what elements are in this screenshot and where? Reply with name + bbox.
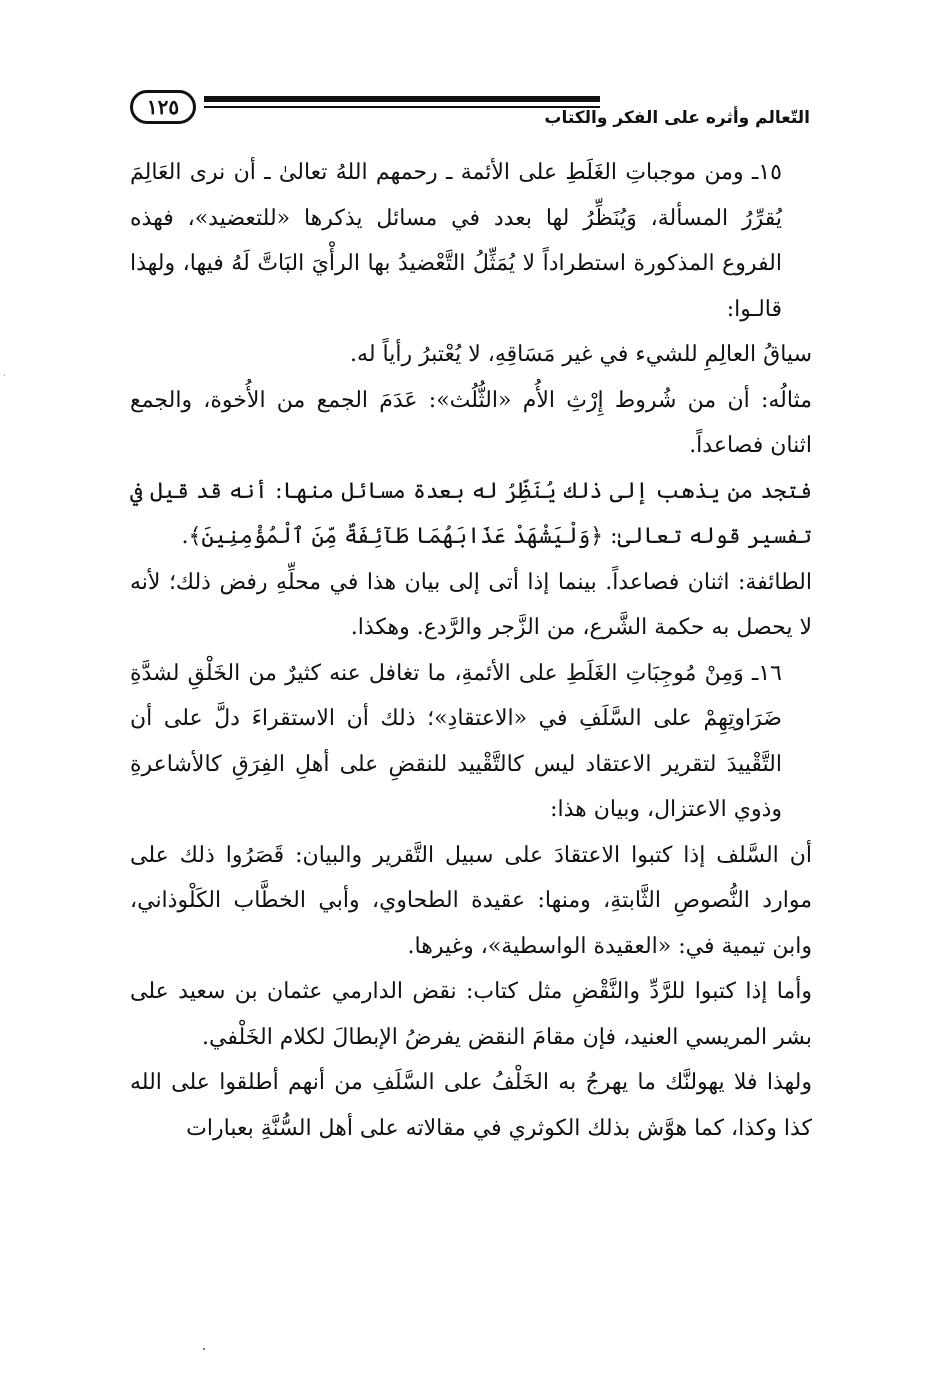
scan-speck (203, 1348, 205, 1350)
header-rule-thick (204, 96, 600, 102)
page-body (130, 150, 812, 1151)
paragraph-item-16: ١٦ـ وَمِنْ مُوجِبَاتِ الغَلَطِ على الأئمةِ، ما تغافل عنه كثيرٌ من الخَلْقِ لشدَّةِ ضَرَاوتِهِمْ على السَّلَفِ في «الاعتقادِ»؛ ذلك أن الاستقراءَ دلَّ على أن التَّقْييدَ لتقرير الاعتقاد ليس كالتَّقْييد للنقضِ على أهلِ الفِرَقِ كالأشاعرةِ وذوي الاعتزال، وبيان هذا: (130, 660, 782, 822)
running-title: التّعالم وأثره على الفكر والكتاب (544, 108, 810, 128)
paragraph-taifa: الطائفة: اثنان فصاعداً. بينما إذا أتى إلى بيان هذا في محلِّهِ رفض ذلك؛ لأنه لا يحصل به حكمة الشَّرع، من الزَّجر والرَّدع. وهكذا. (130, 569, 812, 640)
paragraph-refutation: وأما إذا كتبوا للرَّدِّ والنَّقْضِ مثل كتاب: نقض الدارمي عثمان بن سعيد على بشر المريسي العنيد، فإن مقامَ النقض يفرضُ الإبطالَ لكلام الخَلْفي. (130, 979, 812, 1050)
page-header (130, 90, 810, 130)
scan-speck (4, 375, 5, 376)
page-number: ١٢٥ (130, 90, 196, 124)
paragraph-kawthari: ولهذا فلا يهولنَّك ما يهرجُ به الخَلْفُ على السَّلَفِ من أنهم أطلقوا على الله كذا وكذا، كما هوَّش بذلك الكوثري في مقالاته على أهل السُّنَّةِ بعبارات (130, 1070, 812, 1141)
header-rule-thin (204, 106, 600, 108)
paragraph-salaf-creed: أن السَّلف إذا كتبوا الاعتقادَ على سبيل التَّقرير والبيان: قَصَرُوا ذلك على موارد النُّصوصِ الثَّابتةِ، ومنها: عقيدة الطحاوي، وأبي الخطَّاب الكَلْوذاني، وابن تيمية في: «العقيدة الواسطية»، وغيرها. (130, 842, 812, 959)
paragraph-maxim: سياقُ العالِمِ للشيء في غير مَسَاقِهِ، لا يُعْتبرُ رأياً له. (350, 342, 812, 367)
paragraph-tafsir: فتجد من يذهب إلى ذلك يُنَظِّرُ له بعدة مسائل منها: أنه قد قيل في تفسير قوله تعالىٰ: ﴿وَلْيَشْهَدْ عَذَابَهُمَا طَآئِفَةٌ مِّنَ ٱلْمُؤْمِنِينَ﴾. (130, 478, 812, 549)
header-rule (204, 96, 600, 112)
paragraph-example: مثالُه: أن من شُروط إِرْثِ الأُم «الثُّلُث»: عَدَمَ الجمع من الأُخوة، والجمع اثنان فصاعداً. (130, 387, 812, 458)
paragraph-item-15: ١٥ـ ومن موجباتِ الغَلَطِ على الأئمة ـ رحمهم اللهُ تعالىٰ ـ أن نرى العَالِمَ يُقرِّرُ المسألة، وَيُنَظِّرُ لها بعدد في مسائل يذكرها «للتعضيد»، فهذه الفروع المذكورة استطراداً لا يُمَثِّلُ التَّعْضيدُ بها الرأْيَ البَاتَّ لَهُ فيها، ولهذا قالـوا: (130, 160, 782, 322)
